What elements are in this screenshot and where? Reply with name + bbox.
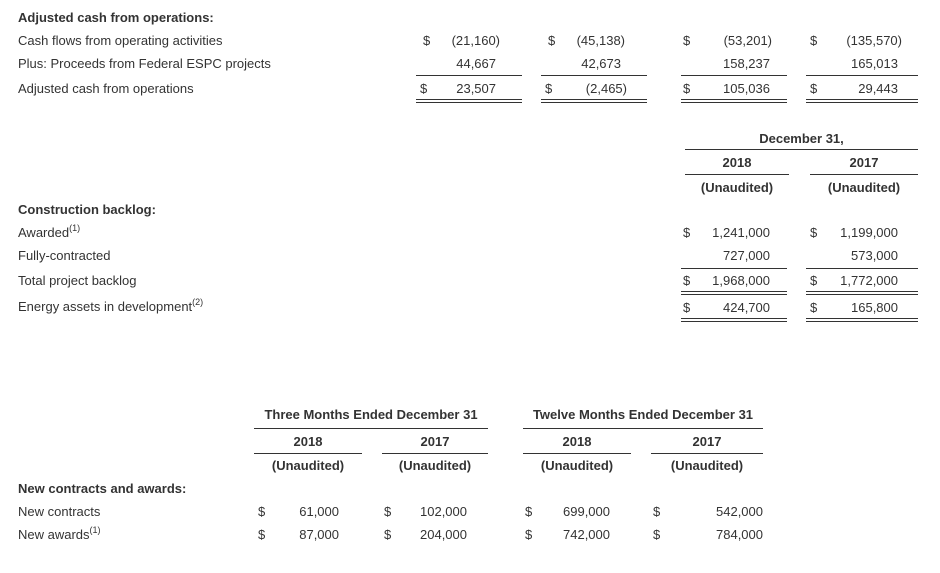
currency-symbol: $ [545, 81, 553, 96]
cell-value: 542,000 [716, 504, 763, 519]
currency-symbol: $ [683, 300, 691, 315]
currency-symbol: $ [683, 225, 691, 240]
cell-value: (135,570) [846, 33, 902, 48]
currency-symbol: $ [548, 33, 556, 48]
row-label-new-contracts: New contracts [18, 504, 101, 519]
unaudited-label: (Unaudited) [700, 180, 774, 195]
cell-value: 204,000 [420, 527, 467, 542]
cell-value: 44,667 [456, 56, 496, 71]
cell-value: 29,443 [858, 81, 898, 96]
period-header-three-months: Three Months Ended December 31 [264, 407, 478, 422]
header-rule [254, 428, 488, 429]
unaudited-label: (Unaudited) [670, 458, 744, 473]
cell-value: 573,000 [851, 248, 898, 263]
row-label-energy-assets [18, 299, 203, 314]
row-label-total-project-backlog: Total project backlog [18, 273, 137, 288]
currency-symbol: $ [258, 527, 266, 542]
cell-value: 727,000 [723, 248, 770, 263]
cell-value: 165,800 [851, 300, 898, 315]
header-rule [651, 453, 763, 454]
column-header-2018: 2018 [722, 155, 752, 170]
subtotal-rule [541, 75, 647, 76]
header-rule [810, 174, 918, 175]
cell-value: 23,507 [456, 81, 496, 96]
subtotal-rule [806, 268, 918, 269]
row-label-text: Energy assets in development [18, 299, 193, 314]
row-label-fully-contracted: Fully-contracted [18, 248, 111, 263]
cell-value: 742,000 [563, 527, 610, 542]
header-rule [523, 428, 763, 429]
currency-symbol: $ [683, 273, 691, 288]
cell-value: 424,700 [723, 300, 770, 315]
total-double-rule [416, 99, 522, 103]
cell-value: 87,000 [299, 527, 339, 542]
total-double-rule [806, 99, 918, 103]
cell-value: (21,160) [451, 33, 500, 48]
footnote-marker: (1) [89, 525, 101, 535]
currency-symbol: $ [810, 273, 818, 288]
total-double-rule [681, 99, 787, 103]
column-header-2018: 2018 [562, 434, 592, 449]
row-label-adjusted-cash: Adjusted cash from operations [18, 81, 194, 96]
header-rule [685, 174, 789, 175]
column-header-2017: 2017 [692, 434, 722, 449]
total-double-rule [806, 318, 918, 322]
subtotal-rule [416, 75, 522, 76]
currency-symbol: $ [810, 33, 818, 48]
cell-value: 1,772,000 [840, 273, 898, 288]
cell-value: (53,201) [723, 33, 772, 48]
unaudited-label: (Unaudited) [827, 180, 901, 195]
currency-symbol: $ [653, 504, 661, 519]
footnote-marker: (2) [192, 297, 204, 307]
currency-symbol: $ [810, 81, 818, 96]
cell-value: 158,237 [723, 56, 770, 71]
currency-symbol: $ [420, 81, 428, 96]
currency-symbol: $ [810, 225, 818, 240]
cell-value: 105,036 [723, 81, 770, 96]
currency-symbol: $ [384, 504, 392, 519]
subtotal-rule [806, 75, 918, 76]
currency-symbol: $ [810, 300, 818, 315]
total-double-rule [681, 318, 787, 322]
column-header-2017: 2017 [420, 434, 450, 449]
cell-value: 784,000 [716, 527, 763, 542]
row-label-operating-cash-flows: Cash flows from operating activities [18, 33, 223, 48]
total-double-rule [681, 291, 787, 295]
currency-symbol: $ [423, 33, 431, 48]
currency-symbol: $ [683, 33, 691, 48]
subtotal-rule [681, 268, 787, 269]
currency-symbol: $ [525, 527, 533, 542]
header-rule [254, 453, 362, 454]
row-label-text: New awards [18, 527, 90, 542]
header-rule [685, 149, 918, 150]
unaudited-label: (Unaudited) [540, 458, 614, 473]
row-label-awarded [18, 225, 80, 240]
currency-symbol: $ [653, 527, 661, 542]
cell-value: (2,465) [585, 81, 627, 96]
unaudited-label: (Unaudited) [398, 458, 472, 473]
row-label-new-awards [18, 527, 101, 542]
column-header-2018: 2018 [293, 434, 323, 449]
section-heading-new-contracts: New contracts and awards: [18, 481, 187, 496]
currency-symbol: $ [525, 504, 533, 519]
cell-value: 61,000 [299, 504, 339, 519]
period-header-twelve-months: Twelve Months Ended December 31 [532, 407, 754, 422]
period-header-december-31: December 31, [759, 131, 844, 146]
header-rule [523, 453, 631, 454]
section-heading-construction-backlog: Construction backlog: [18, 202, 156, 217]
cell-value: 699,000 [563, 504, 610, 519]
footnote-marker: (1) [69, 223, 81, 233]
header-rule [382, 453, 488, 454]
currency-symbol: $ [384, 527, 392, 542]
total-double-rule [541, 99, 647, 103]
unaudited-label: (Unaudited) [271, 458, 345, 473]
currency-symbol: $ [258, 504, 266, 519]
cell-value: 102,000 [420, 504, 467, 519]
column-header-2017: 2017 [849, 155, 879, 170]
cell-value: 1,968,000 [712, 273, 770, 288]
row-label-espc-proceeds: Plus: Proceeds from Federal ESPC projects [18, 56, 271, 71]
cell-value: 165,013 [851, 56, 898, 71]
section-heading-adjusted-cash: Adjusted cash from operations: [18, 10, 214, 25]
cell-value: 1,199,000 [840, 225, 898, 240]
cell-value: 1,241,000 [712, 225, 770, 240]
currency-symbol: $ [683, 81, 691, 96]
subtotal-rule [681, 75, 787, 76]
total-double-rule [806, 291, 918, 295]
row-label-text: Awarded [18, 225, 70, 240]
cell-value: (45,138) [576, 33, 625, 48]
cell-value: 42,673 [581, 56, 621, 71]
